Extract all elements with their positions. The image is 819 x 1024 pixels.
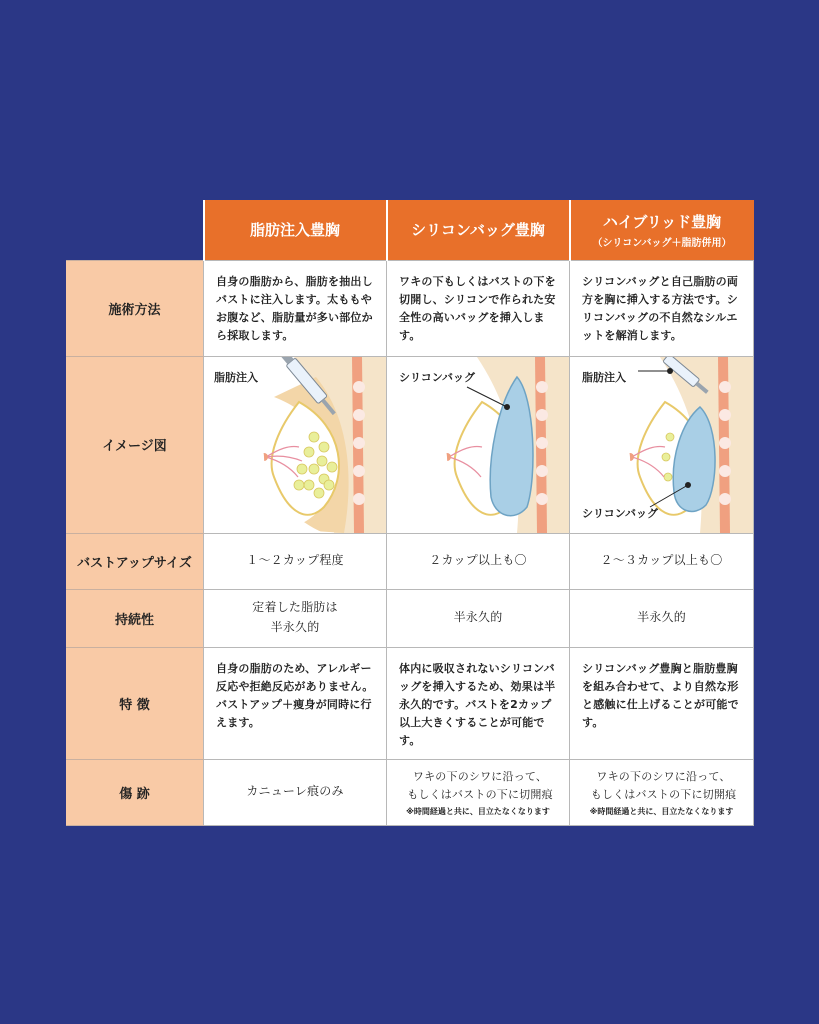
cell-features-silicone: 体内に吸収されないシリコンバッグを挿入するため、効果は半永久的です。バストを2カップ以上大きくすることが可能です。 [387,647,570,759]
illustration-hybrid [570,356,754,533]
row-label: バストアップサイズ [66,533,204,589]
callout-hybrid-silicone: シリコンバッグ [582,506,659,520]
row-durability [66,589,754,647]
header-hybrid [570,200,754,260]
cell-scar-hybrid: ワキの下のシワに沿って、 もしくはバストの下に切開痕 ※時間経過と共に、目立たなくなります [570,759,754,825]
row-label: 特 徴 [66,647,204,759]
cell-size-hybrid: ２～３カップ以上も〇 [570,533,754,589]
cell-durability-fat: 定着した脂肪は 半永久的 [204,589,387,647]
row-image [66,356,754,533]
header-title: 脂肪注入豊胸 [249,221,340,240]
header-title: シリコンバッグ豊胸 [411,221,545,240]
row-label: 施術方法 [66,260,204,356]
cell-durability-hybrid: 半永久的 [570,589,754,647]
header-silicone-bag [387,200,570,260]
cell-scar-fat: カニューレ痕のみ [204,759,387,825]
cell-method-fat: 自身の脂肪から、脂肪を抽出しバストに注入します。太ももやお腹など、脂肪量が多い部位から採取します。 [204,260,387,356]
scar-note: ※時間経過と共に、目立たなくなります [406,806,550,816]
illustration-fat-injection [204,356,387,533]
cell-scar-silicone: ワキの下のシワに沿って、 もしくはバストの下に切開痕 ※時間経過と共に、目立たなくなります [387,759,570,825]
header-row [66,200,754,260]
row-size [66,533,754,589]
cell-size-fat: １～２カップ程度 [204,533,387,589]
row-label: 傷 跡 [66,759,204,825]
cell-durability-silicone: 半永久的 [387,589,570,647]
scar-note: ※時間経過と共に、目立たなくなります [589,806,734,816]
cell-size-silicone: ２カップ以上も〇 [387,533,570,589]
header-title: ハイブリッド豊胸 [602,212,722,231]
row-features [66,647,754,759]
row-label: イメージ図 [66,356,204,533]
callout-hybrid-fat: 脂肪注入 [582,370,626,384]
cell-method-hybrid: シリコンバッグと自己脂肪の両方を胸に挿入する方法です。シリコンバッグの不自然なシルエットを解消します。 [570,260,754,356]
callout-silicone: シリコンバッグ [399,370,476,384]
cell-features-hybrid: シリコンバッグ豊胸と脂肪豊胸を組み合わせて、より自然な形と感触に仕上げることが可能です。 [570,647,754,759]
row-label: 持続性 [66,589,204,647]
comparison-table [66,200,754,826]
cell-method-silicone: ワキの下もしくはバストの下を切開し、シリコンで作られた安全性の高いバッグを挿入します。 [387,260,570,356]
row-method [66,260,754,356]
header-empty [66,200,204,260]
cell-features-fat: 自身の脂肪のため、アレルギー反応や拒絶反応がありません。バストアップ＋痩身が同時に行えます。 [204,647,387,759]
header-fat-injection [204,200,387,260]
illustration-silicone-bag [387,356,570,533]
header-subtitle: （シリコンバッグ＋脂肪併用） [592,237,732,249]
callout-fat-injection: 脂肪注入 [214,370,258,384]
row-scar [66,759,754,825]
